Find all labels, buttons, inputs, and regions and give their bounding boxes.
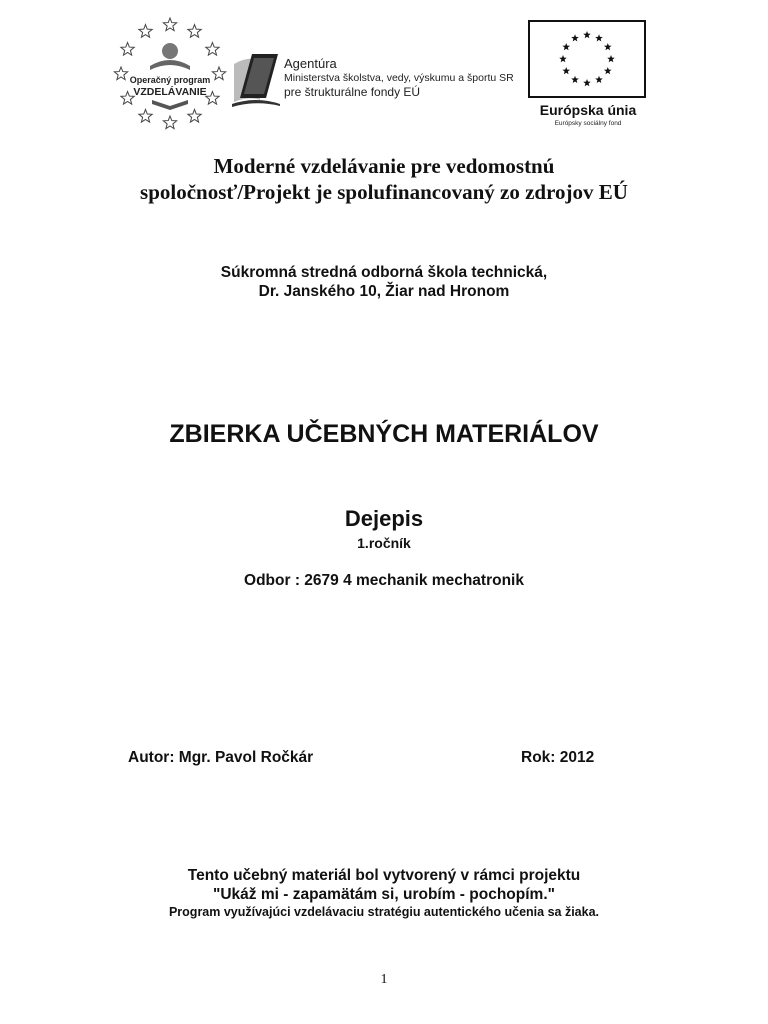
eu-star-icon <box>571 76 579 83</box>
op-vzdelavanie-label: VZDELÁVANIE <box>133 86 207 98</box>
agentura-funds: pre štrukturálne fondy EÚ <box>284 85 421 99</box>
eu-star-icon <box>559 55 567 62</box>
ring-star-icon <box>121 43 134 56</box>
footer-note-motto: "Ukáž mi - zapamätám si, urobím - pochopím." <box>213 886 555 903</box>
ring-star-icon <box>139 25 152 38</box>
ring-star-icon <box>163 116 176 129</box>
year-label: Rok: 2012 <box>521 749 595 766</box>
eu-star-icon <box>607 55 615 62</box>
footer-note <box>0 866 768 921</box>
ring-star-icon <box>188 109 201 122</box>
book-icon <box>230 50 284 110</box>
agentura-ministry: Ministerstva školstva, vedy, výskumu a športu SR <box>284 72 514 84</box>
school-address: Dr. Janského 10, Žiar nad Hronom <box>258 283 510 300</box>
eu-star-icon <box>571 34 579 41</box>
grade-label: 1.ročník <box>357 535 411 551</box>
eu-star-icon <box>583 79 591 86</box>
op-program-label: Operačný program <box>129 75 211 85</box>
subject-heading: Dejepis <box>344 506 424 531</box>
eu-star-icon <box>562 43 570 50</box>
eu-star-icon <box>595 34 603 41</box>
eu-subtitle: Európsky sociálny fond <box>554 120 622 127</box>
author-label: Autor: Mgr. Pavol Ročkár <box>128 749 314 766</box>
eu-star-icon <box>562 67 570 74</box>
eu-title: Európska únia <box>539 102 637 118</box>
page-number: 1 <box>380 972 388 987</box>
eu-star-icon <box>595 76 603 83</box>
footer-note-line: Program využívajúci vzdelávaciu stratégiu autentického učenia sa žiaka. <box>168 905 600 919</box>
project-title-line: Moderné vzdelávanie pre vedomostnú <box>213 154 555 178</box>
agentura-logo <box>230 50 526 110</box>
project-title-line: spoločnosť/Projekt je spolufinancovaný zo zdrojov EÚ <box>140 180 628 204</box>
document-title: ZBIERKA UČEBNÝCH MATERIÁLOV <box>169 420 599 448</box>
ring-star-icon <box>206 43 219 56</box>
school-info <box>0 263 768 301</box>
op-vzdelavanie-logo <box>112 16 228 132</box>
agentura-name: Agentúra <box>284 56 337 71</box>
project-title <box>0 153 768 205</box>
school-name: Súkromná stredná odborná škola technická, <box>220 264 548 281</box>
ring-star-icon <box>188 25 201 38</box>
field-of-study: Odbor : 2679 4 mechanik mechatronik <box>244 572 524 589</box>
ring-star-icon <box>139 109 152 122</box>
star-ring-icon <box>112 16 228 132</box>
footer-note-line: Tento učebný materiál bol vytvorený v rámci projektu <box>187 867 581 884</box>
eu-star-icon <box>583 31 591 38</box>
eu-logo <box>526 20 650 132</box>
ring-star-icon <box>163 18 176 31</box>
eu-star-icon <box>604 43 612 50</box>
eu-star-icon <box>604 67 612 74</box>
eu-flag-icon <box>528 20 646 98</box>
